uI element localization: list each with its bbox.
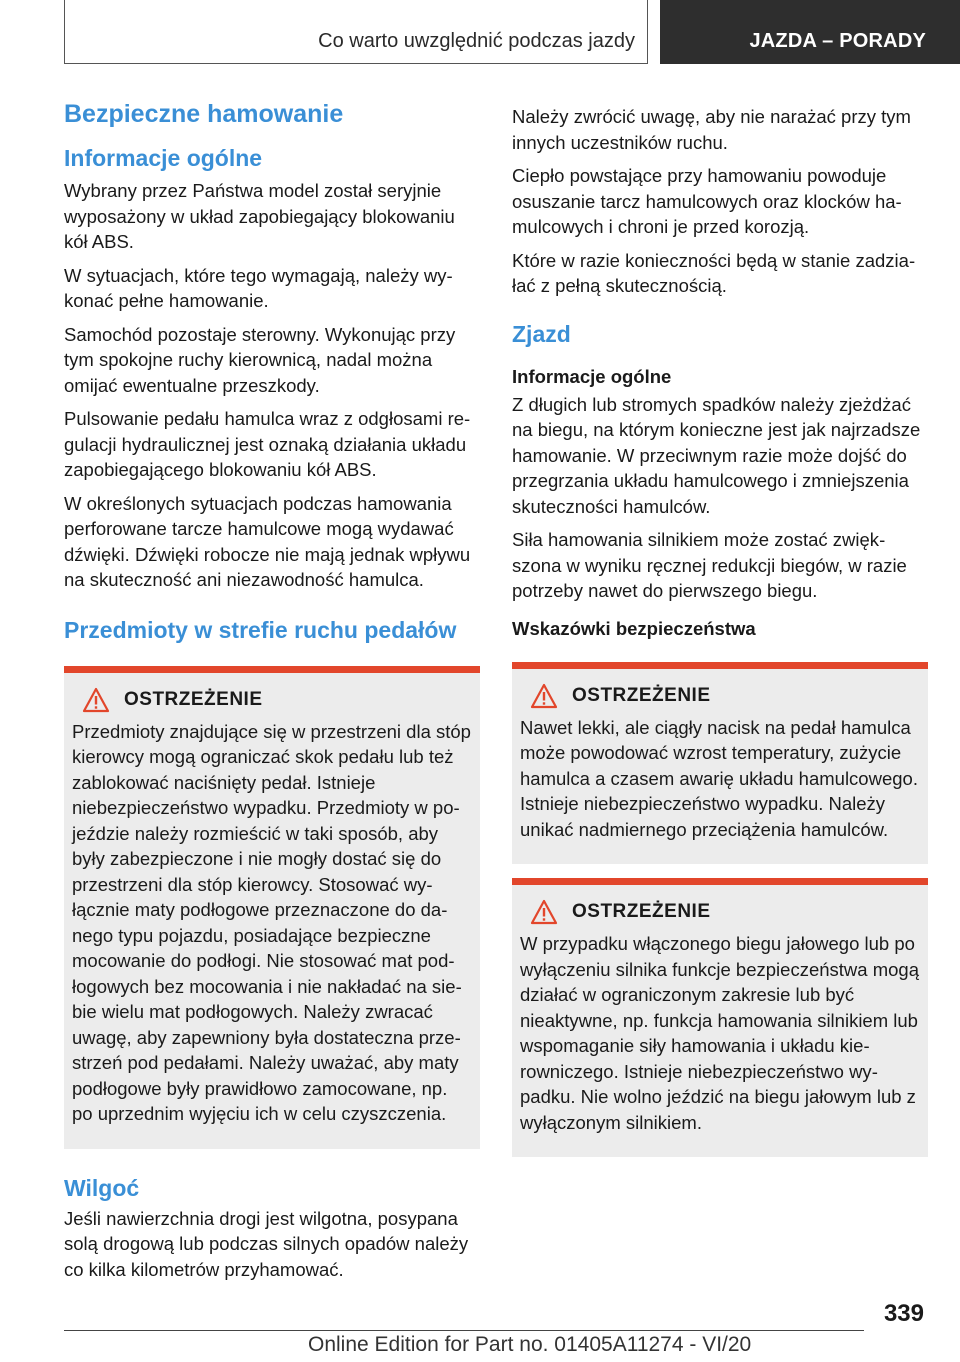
paragraph-steerable: Samochód pozostaje sterowny. Wykonując przy tym spokojne ruchy kierownicą, nadal można omijać ewentualne przeszkody. (64, 323, 456, 396)
header-chapter-box (660, 0, 960, 64)
warning-text: Przedmioty znajdujące się w przestrzeni dla stóp kierowcy mogą ograniczać skok pedału lub też zablokować naciśnięty pedał. Istnieje niebezpieczeństwo wypadku. Przedmioty w pojeździe należy rozmieścić w taki sposób, aby były zabezpieczone i nie mogły dostać się do przestrzeni dla stóp kierowcy. Stosować wyłącznie maty podłogowe przeznaczone do danego typu pojazdu, posiadające bezpieczne mocowanie do podłogi. Nie stosować mat podłogowych bez mocowania i nie nakładać na siebie wielu mat podłogowych. Należy zwracać uwagę, aby zapewniony była dostateczna przestrzeń pod pedałami. Należy uważać, aby maty podłogowe były prawidłowo zamocowane, np. po uprzednim wyjęciu ich w celu czyszczenia. (72, 720, 471, 1124)
header-chapter-title: JAZDA – PORADY (749, 30, 926, 52)
warning-title: OSTRZEŻENIE (124, 688, 263, 710)
paragraph-pulsing: Pulsowanie pedału hamulca wraz z odgłosami regulacji hydraulicznej jest oznaką działania układu zapobiegającego blokowaniu kół ABS. (64, 408, 471, 480)
warning-text: W przypadku włączonego biegu jałowego lub po wyłączeniu silnika funkcje bezpieczeństwa mogą działać w ograniczonym zakresie lub być nieaktywne, np. funkcja hamowania silnikiem lub wspomaganie siły hamowania i układu kierowniczego. Istnieje niebezpieczeństwo wypadku. Nie wolno jeździć na biegu jałowym lub z wyłączonym silnikiem. (520, 933, 919, 1133)
warning-text: Nawet lekki, ale ciągły nacisk na pedał hamulca może powodować wzrost temperatury, zużycie hamulca a czasem awarię układu hamulcowego. Istnieje niebezpieczeństwo wypadku. Należy unikać nadmiernego przeciążenia hamulców. (520, 716, 918, 840)
right-column (512, 104, 928, 1157)
header-section-box (64, 0, 648, 64)
warning-triangle-icon (530, 899, 558, 925)
minor-heading-safety: Wskazówki bezpieczeństwa (512, 617, 756, 639)
left-column (64, 100, 480, 1290)
paragraph-heat-drying: Ciepło powstające przy hamowaniu powoduje osuszanie tarcz hamulcowych oraz klocków hamulcowych i chroni je przed korozją. (512, 165, 902, 237)
page-number: 339 (883, 1300, 924, 1327)
warning-box-objects (64, 666, 480, 1149)
paragraph-long-descents: Z długich lub stromych spadków należy zjeżdżać na biegu, na którym konieczne jest jak najrzadsze hamowanie. W przeciwnym razie może dojść do przegrzania układu hamulcowego i zmniejszenia skuteczności hamulców. (512, 393, 921, 517)
warning-header (530, 899, 920, 925)
paragraph-other-users: Należy zwrócić uwagę, aby nie narażać przy tym innych uczestników ruchu. (512, 106, 911, 153)
warning-box-brake-pressure (512, 662, 928, 865)
page-header (0, 0, 960, 64)
header-section-title: Co warto uwzględnić podczas jazdy (318, 30, 635, 52)
paragraph-abs: Wybrany przez Państwa model został seryjnie wyposażony w układ zapobiegający blokowaniu kół ABS. (64, 180, 455, 252)
warning-header (82, 687, 472, 713)
subheading-descent: Zjazd (512, 320, 571, 347)
paragraph-full-braking: W sytuacjach, które tego wymagają, należy wykonać pełne hamowanie. (64, 264, 453, 311)
subheading-moisture: Wilgoć (64, 1174, 140, 1201)
paragraph-engine-braking: Siła hamowania silnikiem może zostać zwiększona w wyniku ręcznej redukcji biegów, w razie potrzeby nawet do pierwszego biegu. (512, 529, 907, 601)
paragraph-moisture: Jeśli nawierzchnia drogi jest wilgotna, posypana solą drogową lub podczas silnych opadów należy co kilka kilometrów przyhamować. (64, 1207, 469, 1280)
minor-heading-general-info: Informacje ogólne (512, 365, 672, 387)
footer-edition: Online Edition for Part no. 01405A11274 - VI/20 (308, 1333, 752, 1356)
warning-box-neutral-gear (512, 878, 928, 1157)
warning-title: OSTRZEŻENIE (572, 684, 711, 706)
warning-triangle-icon (530, 683, 558, 709)
warning-header (530, 683, 920, 709)
footer-divider (64, 1330, 864, 1331)
subheading-general-info: Informacje ogólne (64, 145, 263, 171)
subheading-objects-pedal: Przedmioty w strefie ruchu pedałów (64, 616, 457, 643)
warning-title: OSTRZEŻENIE (572, 901, 711, 922)
section-heading-braking: Bezpieczne hamowanie (64, 100, 344, 128)
paragraph-full-effect: Które w razie konieczności będą w stanie zadziałać z pełną skutecznością. (512, 249, 916, 296)
warning-triangle-icon (82, 687, 110, 713)
paragraph-brake-discs: W określonych sytuacjach podczas hamowania perforowane tarcze hamulcowe mogą wydawać dźwięki. Dźwięki robocze nie mają jednak wpływu na skuteczność ani niezawodność hamulca. (64, 492, 471, 590)
